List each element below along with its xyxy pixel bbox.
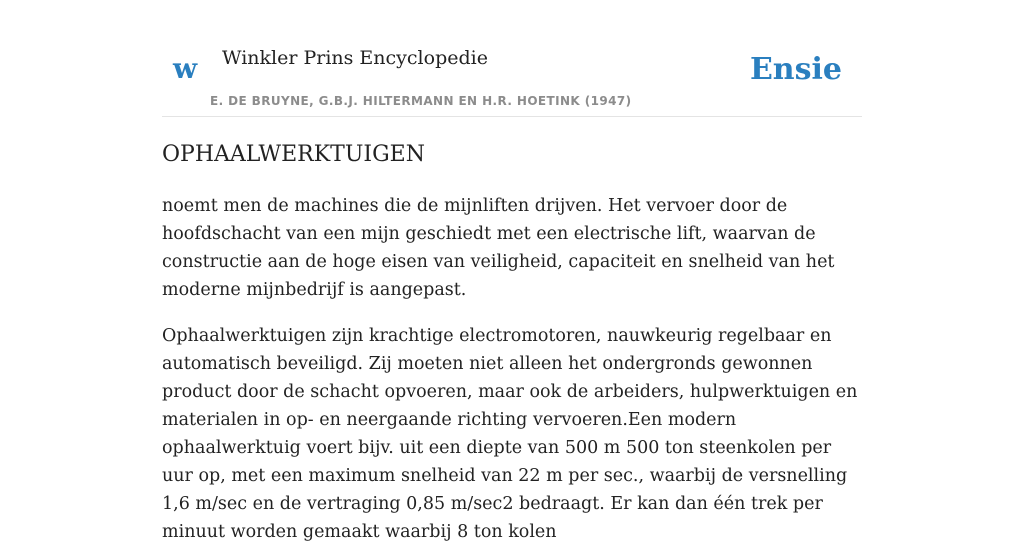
article-title: OPHAALWERKTUIGEN bbox=[162, 142, 425, 167]
encyclopedia-title[interactable]: Winkler Prins Encyclopedie bbox=[222, 47, 488, 69]
article-paragraph: noemt men de machines die de mijnliften drijven. Het vervoer door de hoofdschacht van een mijn geschiedt met een electrische lift, waarvan de constructie aan de hoge eisen van veiligheid, capaciteit en snelheid van het moderne mijnbedrijf is aangepast. bbox=[162, 196, 835, 300]
site-header bbox=[162, 0, 862, 117]
encyclopedia-authors: E. DE BRUYNE, G.B.J. HILTERMANN EN H.R. HOETINK (1947) bbox=[210, 94, 632, 108]
article bbox=[162, 138, 864, 546]
winkler-prins-logo[interactable]: w bbox=[173, 52, 198, 85]
ensie-logo[interactable]: Ensie bbox=[749, 52, 842, 87]
article-paragraph: Ophaalwerktuigen zijn krachtige electromotoren, nauwkeurig regelbaar en automatisch beveiligd. Zij moeten niet alleen het ondergronds gewonnen product door de schacht opvoeren, maar ook de arbeiders, hulpwerktuigen en materialen in op- en neergaande richting vervoeren.Een modern ophaalwerktuig voert bijv. uit een diepte van 500 m 500 ton steenkolen per uur op, met een maximum snelheid van 22 m per sec., waarbij de versnelling 1,6 m/sec en de vertraging 0,85 m/sec2 bedraagt. Er kan dan één trek per minuut worden gemaakt waarbij 8 ton kolen bbox=[162, 326, 858, 542]
